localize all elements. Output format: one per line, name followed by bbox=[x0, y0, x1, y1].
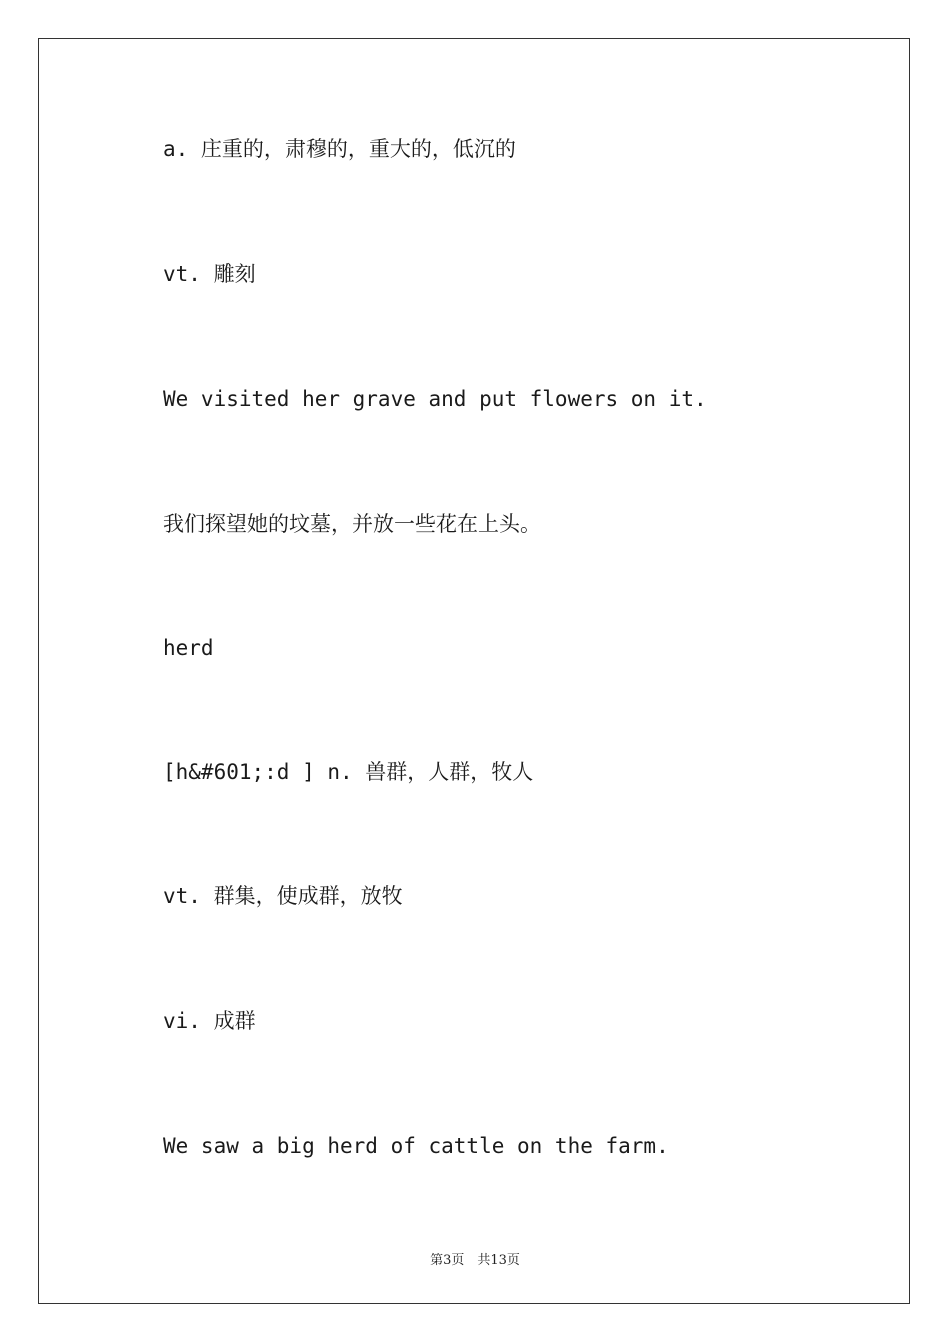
page-frame bbox=[38, 38, 910, 1304]
example-sentence-chinese: 我们探望她的坟墓，并放一些花在上头。 bbox=[163, 512, 541, 536]
definition-adjective: a. 庄重的，肃穆的，重大的，低沉的 bbox=[163, 137, 516, 161]
example-sentence-english-2: We saw a big herd of cattle on the farm. bbox=[163, 1134, 669, 1158]
page-number-footer: 第3页 共13页 bbox=[430, 1253, 520, 1268]
example-sentence-english: We visited her grave and put flowers on it. bbox=[163, 387, 707, 411]
definition-verb-transitive: vt. 雕刻 bbox=[163, 262, 256, 286]
vocabulary-word: herd bbox=[163, 636, 214, 660]
definition-verb-intransitive: vi. 成群 bbox=[163, 1009, 256, 1033]
definition-verb-transitive-2: vt. 群集，使成群，放牧 bbox=[163, 884, 403, 908]
pronunciation-and-noun-definition: [h&#601;:d ] n. 兽群，人群，牧人 bbox=[163, 760, 534, 784]
